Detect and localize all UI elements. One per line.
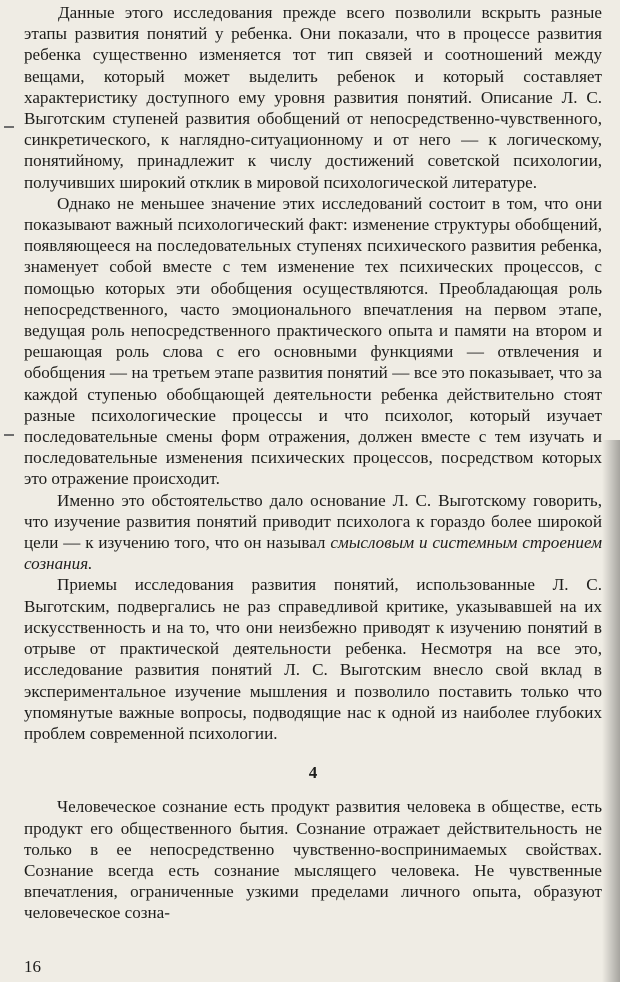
paragraph-5: Человеческое сознание есть продукт развития человека в обществе, есть продукт его общественного бытия. Сознание отражает действительность не только в ее непосредственно чувственно-воспринимаемых свойствах. Сознание всегда есть сознание мыслящего человека. Не чувственные впечатления, ограниченные узкими пределами личного опыта, образуют человеческое созна- bbox=[24, 797, 602, 923]
page-edge-shadow bbox=[602, 440, 620, 982]
paragraph-4: Приемы исследования развития понятий, использованные Л. С. Выготским, подвергались не раз справедливой критике, указывавшей на их искусственность и на то, что они неизбежно приводят к изучению понятий в отрыве от практической деятельности ребенка. Несмотря на все это, исследование развития понятий Л. С. Выготским внесло свой вклад в экспериментальное изучение мышления и позволило поставить только что упомянутые важные вопросы, подводящие нас к одной из наиболее глубоких проблем современной психологии. bbox=[24, 575, 602, 743]
margin-mark bbox=[4, 434, 14, 436]
paragraph-2: Однако не меньшее значение этих исследований состоит в том, что они показывают важный психологический факт: изменение структуры обобщений, появляющееся на последовательных ступенях психического развития ребенка, знаменует собой вместе с тем изменение тех психических процессов, с помощью которых эти обобщения осуществляются. Преобладающая роль непосредственного, часто эмоционального впечатления на первом этапе, ведущая роль непосредственного практического опыта и памяти на втором и решающая роль слова с его основными функциями — отвлечения и обобщения — на третьем этапе развития понятий — все это показывает, что за каждой ступенью обобщающей деятельности ребенка действительно стоят разные психологические процессы и что психолог, который изучает последовательные смены форм отражения, должен вместе с тем изучать и последовательные изменения психических процессов, посредством которых это отражение происходит. bbox=[24, 193, 602, 489]
paragraph-3 bbox=[24, 490, 602, 575]
paragraph-3-text: Именно это обстоятельство дало основание Л. С. Выготскому говорить, что изучение развития понятий приводит психолога к гораздо более широкой цели — к изучению того, что он называл bbox=[24, 490, 602, 553]
section-number: 4 bbox=[308, 763, 318, 783]
margin-mark bbox=[4, 126, 14, 128]
paragraph-3-italic: смысловым и системным строением сознания. bbox=[24, 533, 603, 574]
book-page bbox=[24, 2, 602, 980]
paragraph-1: Данные этого исследования прежде всего позволили вскрыть разные этапы развития понятий у ребенка. Они показали, что в процессе развития ребенка существенно изменяется тот тип связей и соотношений между вещами, который может выделить ребенок и который составляет характеристику доступного ему уровня развития понятий. Описание Л. С. Выготским ступеней развития обобщений от непосредственно-чувственного, синкретического, к наглядно-ситуационному и от него — к логическому, понятийному, принадлежит к числу достижений советской психологии, получивших широкий отклик в мировой психологической литературе. bbox=[24, 3, 602, 192]
page-number: 16 bbox=[24, 957, 41, 976]
